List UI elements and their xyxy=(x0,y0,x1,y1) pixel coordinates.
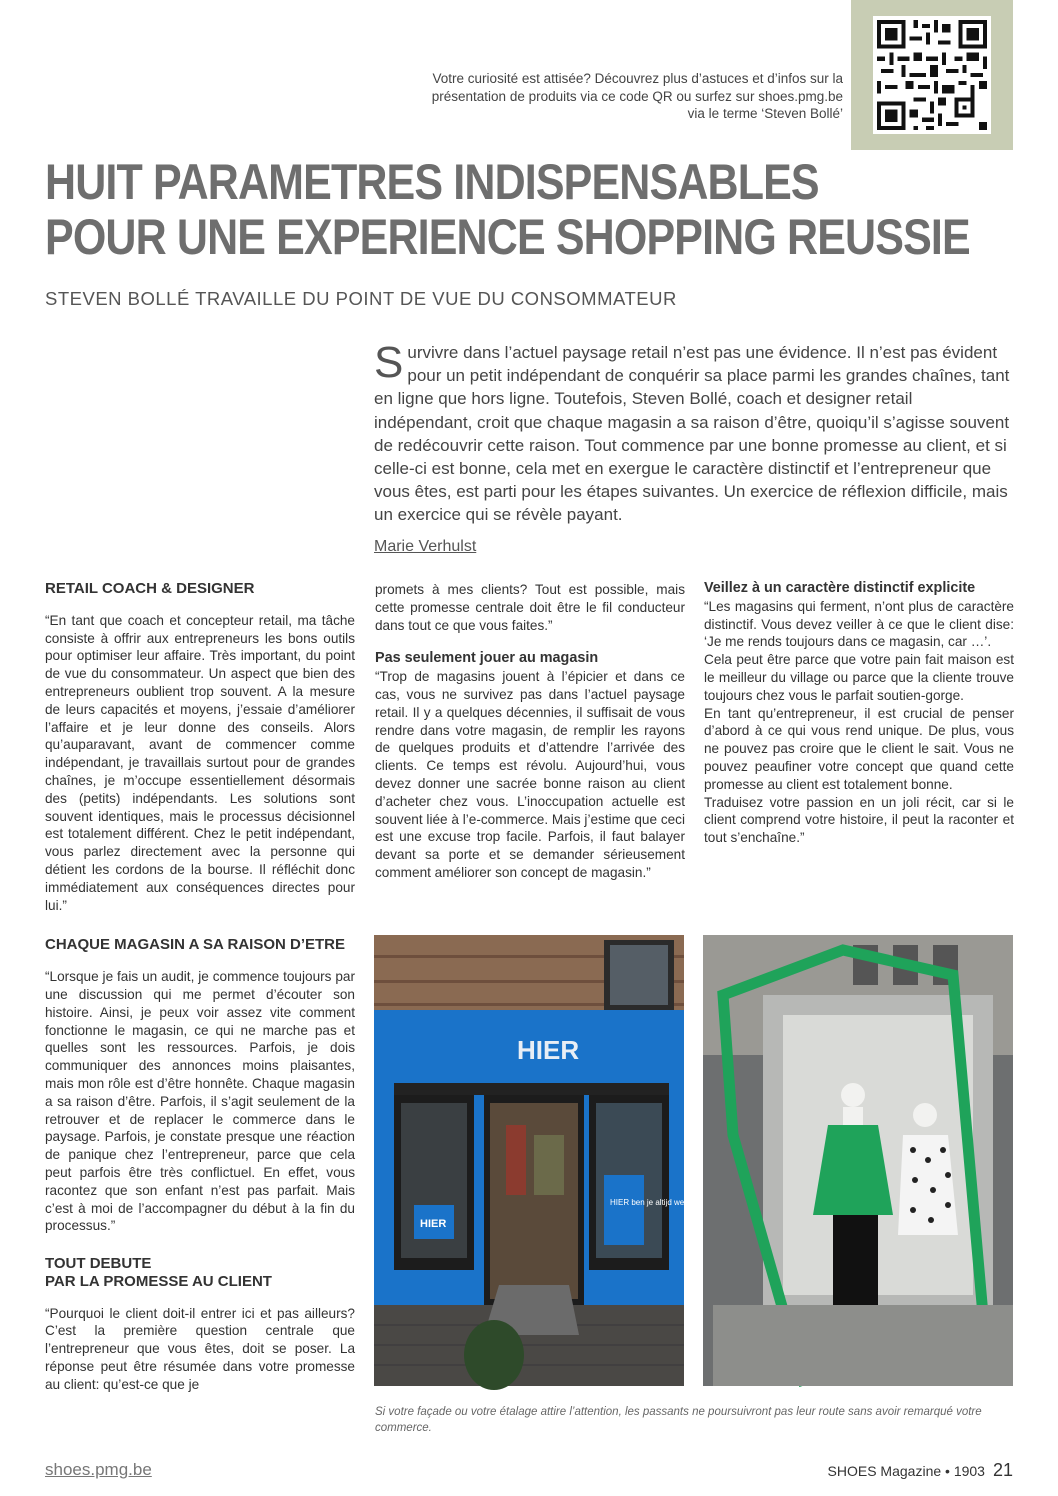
storefront-photo xyxy=(374,935,702,1386)
column-2 xyxy=(375,581,685,882)
qr-frame xyxy=(851,0,1013,150)
article-subtitle: STEVEN BOLLÉ TRAVAILLE DU POINT DE VUE DU CONSOMMATEUR xyxy=(45,288,677,309)
footer-site-link[interactable]: shoes.pmg.be xyxy=(45,1460,152,1479)
section-heading: Veillez à un caractère distinctif explicite xyxy=(704,580,976,596)
section-heading: RETAIL COACH & DESIGNER xyxy=(45,580,255,597)
paragraph: “Pourquoi le client doit-il entrer ici et pas ailleurs? C’est la première question centrale que l’entrepreneur que vous êtes, doit se poser. La réponse peut être résumée dans votre promesse au client: qu’est-ce que je xyxy=(45,1305,355,1392)
column-3 xyxy=(704,580,1014,847)
qr-callout-text: Votre curiosité est attisée? Découvrez plus d’astuces et d’infos sur la présentation de produits via ce code QR ou surfez sur shoes.pmg.be via le terme ‘Steven Bollé’ xyxy=(431,71,843,121)
paragraph: “Les magasins qui ferment, n’ont plus de caractère distinctif. Vous devez veiller à ce que le client dise: ‘Je me rends toujours dans ce magasin, car …’. xyxy=(704,598,1014,650)
magazine-issue: SHOES Magazine • 1903 xyxy=(827,1463,985,1479)
author-byline[interactable]: Marie Verhulst xyxy=(374,538,477,555)
title-line-1: HUIT PARAMETRES INDISPENSABLES xyxy=(45,154,819,210)
paragraph: “Lorsque je fais un audit, je commence toujours par une discussion qui me permet d’écouter son histoire. Ainsi, je peux voir assez vite comment fonctionne le magasin, ce qui ne marche pas et quelles sont les ressources. Parfois, je dois communiquer des annonces moins plaisantes, mais mon rôle est d’être honnête. Chaque magasin a sa raison d’être. Parfois, il s’agit seulement de la retrouver et de replacer le commerce dans le paysage. Parfois, je constate presque une réaction de panique chez l’entrepreneur, parce que cela peut parfois être très conflictuel. En effet, vous racontez que son enfant n’est pas parfait. Mais c’est à moi de l’accompagner du début à la fin du processus.” xyxy=(45,969,355,1234)
paragraph: promets à mes clients? Tout est possible, mais cette promesse centrale doit être le fil conducteur dans tout ce que vous faites.” xyxy=(375,582,685,633)
door-sign-logo: HIER xyxy=(420,1218,447,1230)
intro-text: urvivre dans l’actuel paysage retail n’est pas une évidence. Il n’est pas évident pour un petit indépendant de conquérir sa place parmi les grandes chaînes, tant en ligne que hors ligne. Toutefois, Steven Bollé, coach et designer retail indépendant, croit que chaque magasin a sa raison d’être, quoiqu’il s’agisse souvent de redécouvrir cette raison. Tout commence par une bonne promesse au client, et si celle-ci est bonne, cela met en exergue le caractère distinctif et l’entrepreneur que vous êtes, est parti pour les étapes suivantes. Un exercice de réflexion difficile, mais un exercice qui se révèle payant. xyxy=(374,343,1010,525)
drop-cap: S xyxy=(374,338,404,387)
intro-paragraph xyxy=(374,338,1014,527)
column-1 xyxy=(45,580,355,1394)
paragraph: “Trop de magasins jouent à l’épicier et dans ce cas, vous ne survivez pas dans l’actuel paysage retail. Il y a quelques décennies, il suffisait de vous rendre dans votre magasin, de remplir les rayons de quelques produits et d’attendre l’arrivée des clients. Ce temps est révolu. Aujourd’hui, vous devez donner une sacrée bonne raison au client d’acheter chez vous. L’inoccupation actuelle est souvent liée à l’e-commerce. Mais j’estime que ceci est une excuse trop facile. Parfois, il faut balayer devant sa porte et se demander sérieusement comment améliorer son concept de magasin.” xyxy=(375,669,685,880)
footer-publication xyxy=(828,1460,1013,1481)
shop-window-photo xyxy=(703,935,1013,1386)
paragraph: Traduisez votre passion en un joli récit, car si le client comprend votre histoire, il peut la raconter et tout s’enchaîne.” xyxy=(704,794,1014,846)
door-sign-text: HIER ben je altijd welkom xyxy=(610,1198,702,1207)
paragraph: “En tant que coach et concepteur retail, ma tâche consiste à offrir aux entrepreneurs les bons outils pour optimiser leur affaire. Très important, du point de vue du consommateur. Un aspect que bien des entrepreneurs oublient trop souvent. A la mesure de leurs capacités et moyens, j’essaie d’améliorer l’affaire et je leur donne des conseils. Alors qu’auparavant, avant de commencer comme indépendant, je travaillais surtout pour de grandes chaînes, je m’occupe essentiellement désormais des (petits) indépendants. Les solutions sont souvent identiques, mais le processus décisionnel est totalement différent. Chez le petit indépendant, vous parlez directement avec la personne qui détient les cordons de la bourse. Il réfléchit donc immédiatement aux conséquences directes pour lui.” xyxy=(45,612,355,913)
section-heading: Pas seulement jouer au magasin xyxy=(375,650,599,667)
article-title xyxy=(45,155,970,265)
section-heading: PAR LA PROMESSE AU CLIENT xyxy=(45,1272,272,1290)
section-heading: CHAQUE MAGASIN A SA RAISON D’ETRE xyxy=(45,936,346,954)
section-heading: TOUT DEBUTE xyxy=(45,1255,152,1273)
page-number: 21 xyxy=(992,1460,1013,1480)
qr-code-icon[interactable] xyxy=(873,16,991,134)
paragraph: Cela peut être parce que votre pain fait maison est le meilleur du village ou parce que la cliente trouve toujours chez vous le parfait soutien-gorge. xyxy=(704,652,1014,703)
storefront-sign: HIER xyxy=(517,1035,580,1065)
photo-caption: Si votre façade ou votre étalage attire l’attention, les passants ne poursuivront pas leur route sans avoir remarqué votre commerce. xyxy=(375,1406,982,1434)
title-line-2: POUR UNE EXPERIENCE SHOPPING REUSSIE xyxy=(45,209,970,265)
paragraph: En tant qu’entrepreneur, il est crucial de penser d’abord à ce qui vous rend unique. De plus, vous ne pouvez pas croire que le client le sait. Vous ne pouvez peaufiner votre concept que quand cette promesse au client est totalement bonne. xyxy=(704,705,1014,792)
